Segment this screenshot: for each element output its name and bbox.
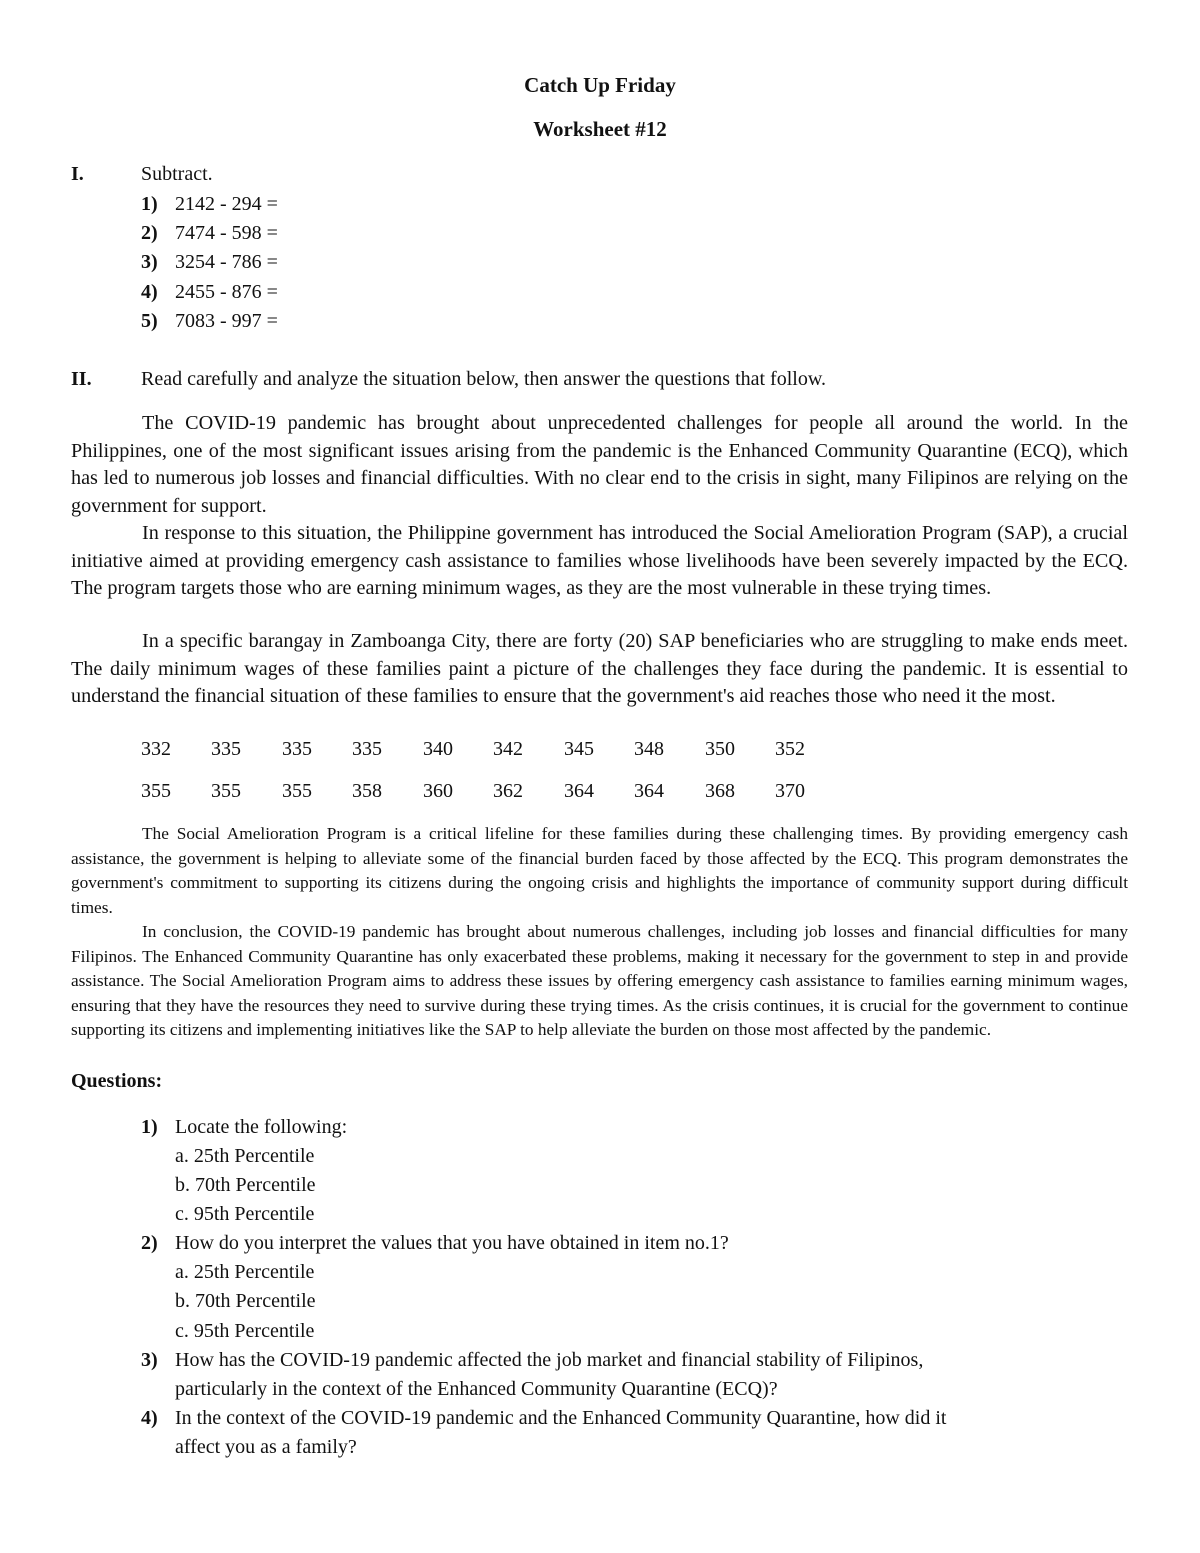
worksheet-subtitle: Worksheet #12 <box>533 117 667 141</box>
wage-value: 335 <box>352 738 382 760</box>
subtraction-item <box>141 251 278 274</box>
wage-value: 350 <box>705 738 735 760</box>
wage-value: 340 <box>423 738 453 760</box>
section-1-instruction: Subtract. <box>141 163 213 185</box>
question-number: 3) <box>141 1349 158 1371</box>
subtraction-item <box>141 281 278 304</box>
question-1-sub-c: c. 95th Percentile <box>175 1203 315 1225</box>
item-text: 3254 - 786 = <box>175 251 278 273</box>
wage-value: 352 <box>775 738 805 760</box>
closing-paragraph-1: The Social Amelioration Program is a critical lifeline for these families during these challenging times. By providing emergency cash assistance, the government is helping to alleviate some of the financial burden faced by those affected by the ECQ. This program demonstrates the government's commitment to supporting its citizens during the ongoing crisis and highlights the importance of community support during difficult times. <box>71 824 1128 917</box>
question-text: How has the COVID-19 pandemic affected the job market and financial stability of Filipinos, <box>175 1349 924 1371</box>
question-1-sub-b: b. 70th Percentile <box>175 1174 316 1196</box>
item-text: 7474 - 598 = <box>175 222 278 244</box>
wage-value: 335 <box>282 738 312 760</box>
question-3 <box>141 1349 923 1372</box>
wage-value: 364 <box>564 780 594 802</box>
section-1-number: I. <box>71 163 84 185</box>
question-text: In the context of the COVID-19 pandemic and the Enhanced Community Quarantine, how did it <box>175 1407 947 1429</box>
wage-value: 360 <box>423 780 453 802</box>
section-2-instruction: Read carefully and analyze the situation below, then answer the questions that follow. <box>141 368 826 390</box>
question-4 <box>141 1407 946 1430</box>
question-3-continued: particularly in the context of the Enhanced Community Quarantine (ECQ)? <box>175 1378 778 1400</box>
story-paragraph-1: The COVID-19 pandemic has brought about unprecedented challenges for people all around the world. In the Philippines, one of the most significant issues arising from the pandemic is the Enhanced Community Quarantine (ECQ), which has led to numerous job losses and financial difficulties. With no clear end to the crisis in sight, many Filipinos are relying on the government for support. <box>71 412 1128 517</box>
wage-value: 358 <box>352 780 382 802</box>
question-2-sub-b: b. 70th Percentile <box>175 1290 316 1312</box>
worksheet-title: Catch Up Friday <box>524 73 676 97</box>
story-paragraph-2: In response to this situation, the Philippine government has introduced the Social Amelioration Program (SAP), a crucial initiative aimed at providing emergency cash assistance to families whose livelihoods have been severely impacted by the ECQ. The program targets those who are earning minimum wages, as they are the most vulnerable in these trying times. <box>71 522 1128 599</box>
item-number: 2) <box>141 222 158 244</box>
question-text: Locate the following: <box>175 1116 348 1138</box>
question-4-continued: affect you as a family? <box>175 1436 357 1458</box>
item-text: 7083 - 997 = <box>175 310 278 332</box>
wage-value: 355 <box>211 780 241 802</box>
item-text: 2142 - 294 = <box>175 193 278 215</box>
item-text: 2455 - 876 = <box>175 281 278 303</box>
wage-value: 368 <box>705 780 735 802</box>
wage-value: 335 <box>211 738 241 760</box>
wage-value: 332 <box>141 738 171 760</box>
question-1-sub-a: a. 25th Percentile <box>175 1145 315 1167</box>
wage-value: 342 <box>493 738 523 760</box>
subtraction-item <box>141 193 278 216</box>
story-paragraph-3: In a specific barangay in Zamboanga City, there are forty (20) SAP beneficiaries who are struggling to make ends meet. The daily minimum wages of these families paint a picture of the challenges they face during the pandemic. It is essential to understand the financial situation of these families to ensure that the government's aid reaches those who need it the most. <box>71 630 1128 707</box>
wage-value: 345 <box>564 738 594 760</box>
question-2-sub-a: a. 25th Percentile <box>175 1261 315 1283</box>
question-number: 4) <box>141 1407 158 1429</box>
section-2-number: II. <box>71 368 92 390</box>
question-2-sub-c: c. 95th Percentile <box>175 1320 315 1342</box>
item-number: 5) <box>141 310 158 332</box>
wage-value: 348 <box>634 738 664 760</box>
item-number: 1) <box>141 193 158 215</box>
questions-heading: Questions: <box>71 1070 163 1092</box>
closing-paragraph-2: In conclusion, the COVID-19 pandemic has brought about numerous challenges, including job losses and financial difficulties for many Filipinos. The Enhanced Community Quarantine has only exacerbated these problems, making it necessary for the government to step in and provide assistance. The Social Amelioration Program aims to address these issues by offering emergency cash assistance to families earning minimum wages, ensuring that they have the resources they need to survive during these trying times. As the crisis continues, it is crucial for the government to continue supporting its citizens and implementing initiatives like the SAP to help alleviate the burden on those most affected by the pandemic. <box>71 922 1128 1039</box>
wage-value: 364 <box>634 780 664 802</box>
subtraction-item <box>141 222 278 245</box>
wage-value: 370 <box>775 780 805 802</box>
item-number: 4) <box>141 281 158 303</box>
question-2 <box>141 1232 729 1255</box>
wage-value: 362 <box>493 780 523 802</box>
wage-value: 355 <box>282 780 312 802</box>
wage-value: 355 <box>141 780 171 802</box>
question-number: 1) <box>141 1116 158 1138</box>
question-1 <box>141 1116 347 1139</box>
question-text: How do you interpret the values that you have obtained in item no.1? <box>175 1232 729 1254</box>
subtraction-item <box>141 310 278 333</box>
item-number: 3) <box>141 251 158 273</box>
question-number: 2) <box>141 1232 158 1254</box>
